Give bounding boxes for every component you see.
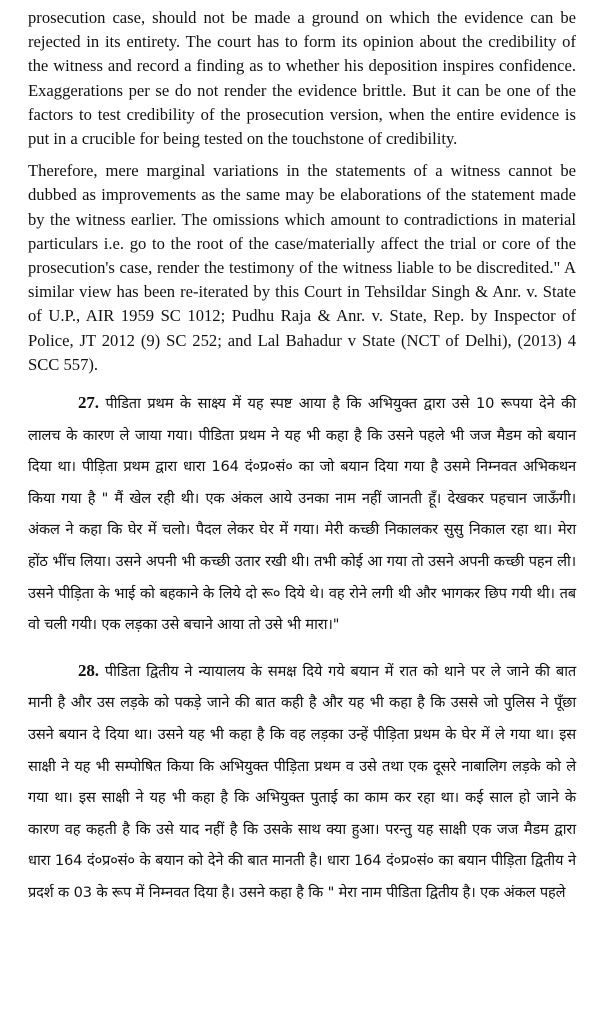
paragraph-number: 27. <box>78 393 99 413</box>
paragraph-number: 28. <box>78 660 99 680</box>
paragraph-quote-therefore <box>28 159 576 377</box>
paragraph-text: Therefore, mere marginal variations in the statements of a witness cannot be dubbed as improvements as the same may be elaborations of the statement made by the witness earlier. The omissions which amount to contradictions in material particulars i.e. go to the root of the case/materially affect the trial or core of the prosecution's case, render the testimony of the witness liable to be discredited." A similar view has been re-iterated by this Court in Tehsildar Singh & Anr. v. State of U.P., AIR 1959 SC 1012; Pudhu Raja & Anr. v. State, Rep. by Inspector of Police, JT 2012 (9) SC 252; and Lal Bahadur v State (NCT of Delhi), (2013) 4 SCC 557). <box>28 161 576 374</box>
paragraph-text: पीडिता प्रथम के साक्ष्य में यह स्पष्ट आया है कि अभियुक्त द्वारा उसे 10 रूपया देने की लालच के कारण ले जाया गया। पीडिता प्रथम ने यह भी कहा है कि उसने पहले भी जज मैडम को बयान दिया था। पीड़िता प्रथम द्वारा धारा 164 दं०प्र०सं० का जो बयान दिया गया है उसमे निम्नवत अभिकथन किया गया है " मैं खेल रही थी। एक अंकल आये उनका नाम नहीं जानती हूँ। देखकर पहचान जाऊँगी। अंकल ने कहा कि घेर में चलो। पैदल लेकर घेर में गया। मेरी कच्छी निकालकर सुसु निकाल रहा था। मेरा होंठ भींच लिया। उसने अपनी भी कच्छी उतार रखी थी। तभी कोई आ गया तो उसने अपनी कच्छी पहन ली। उसने पीड़िता के भाई को बहकाने के लिये दो रू० दिये थे। वह रोने लगी थी और भागकर छिप गयी थी। तब वो चली गयी। एक लड़का उसे बचाने आया तो उसे भी मारा।" <box>28 395 576 634</box>
document-page <box>28 0 576 909</box>
paragraph-continuation <box>28 6 576 151</box>
paragraph-28 <box>28 655 576 909</box>
paragraph-text: prosecution case, should not be made a ground on which the evidence can be rejected in its entirety. The court has to form its opinion about the credibility of the witness and record a finding as to whether his deposition inspires confidence. Exaggerations per se do not render the evidence brittle. But it can be one of the factors to test credibility of the prosecution version, when the entire evidence is put in a crucible for being tested on the touchstone of credibility. <box>28 8 576 149</box>
paragraph-text: पीडिता द्वितीय ने न्यायालय के समक्ष दिये गये बयान में रात को थाने पर ले जाने की बात मानी है और उस लड़के को पकड़े जाने की बात कही है और यह भी कहा है कि उससे जो पुलिस ने पूँछा उसने बयान दे दिया था। उसने यह भी कहा है कि वह लड़का उन्हें पीड़िता प्रथम के घेर में ले गया था। इस साक्षी ने यह भी सम्पोषित किया कि अभियुक्त पीड़िता प्रथम व उसे तथा एक दूसरे नाबालिग लड़के को ले गया था। इस साक्षी ने यह भी कहा है कि अभियुक्त पुताई का काम कर रहा था। कई साल हो जाने के कारण वह कहती है कि उसे याद नहीं है कि उसके साथ क्या हुआ। परन्तु यह साक्षी एक जज मैडम द्वारा धारा 164 दं०प्र०सं० के बयान को देने की बात मानती है। धारा 164 दं०प्र०सं० का बयान पीड़िता द्वितीय ने प्रदर्श क 03 के रूप में निम्नवत दिया है। उसने कहा है कि " मेरा नाम पीडिता द्वितीय है। एक अंकल पहले <box>28 662 576 901</box>
paragraph-27 <box>28 387 576 641</box>
